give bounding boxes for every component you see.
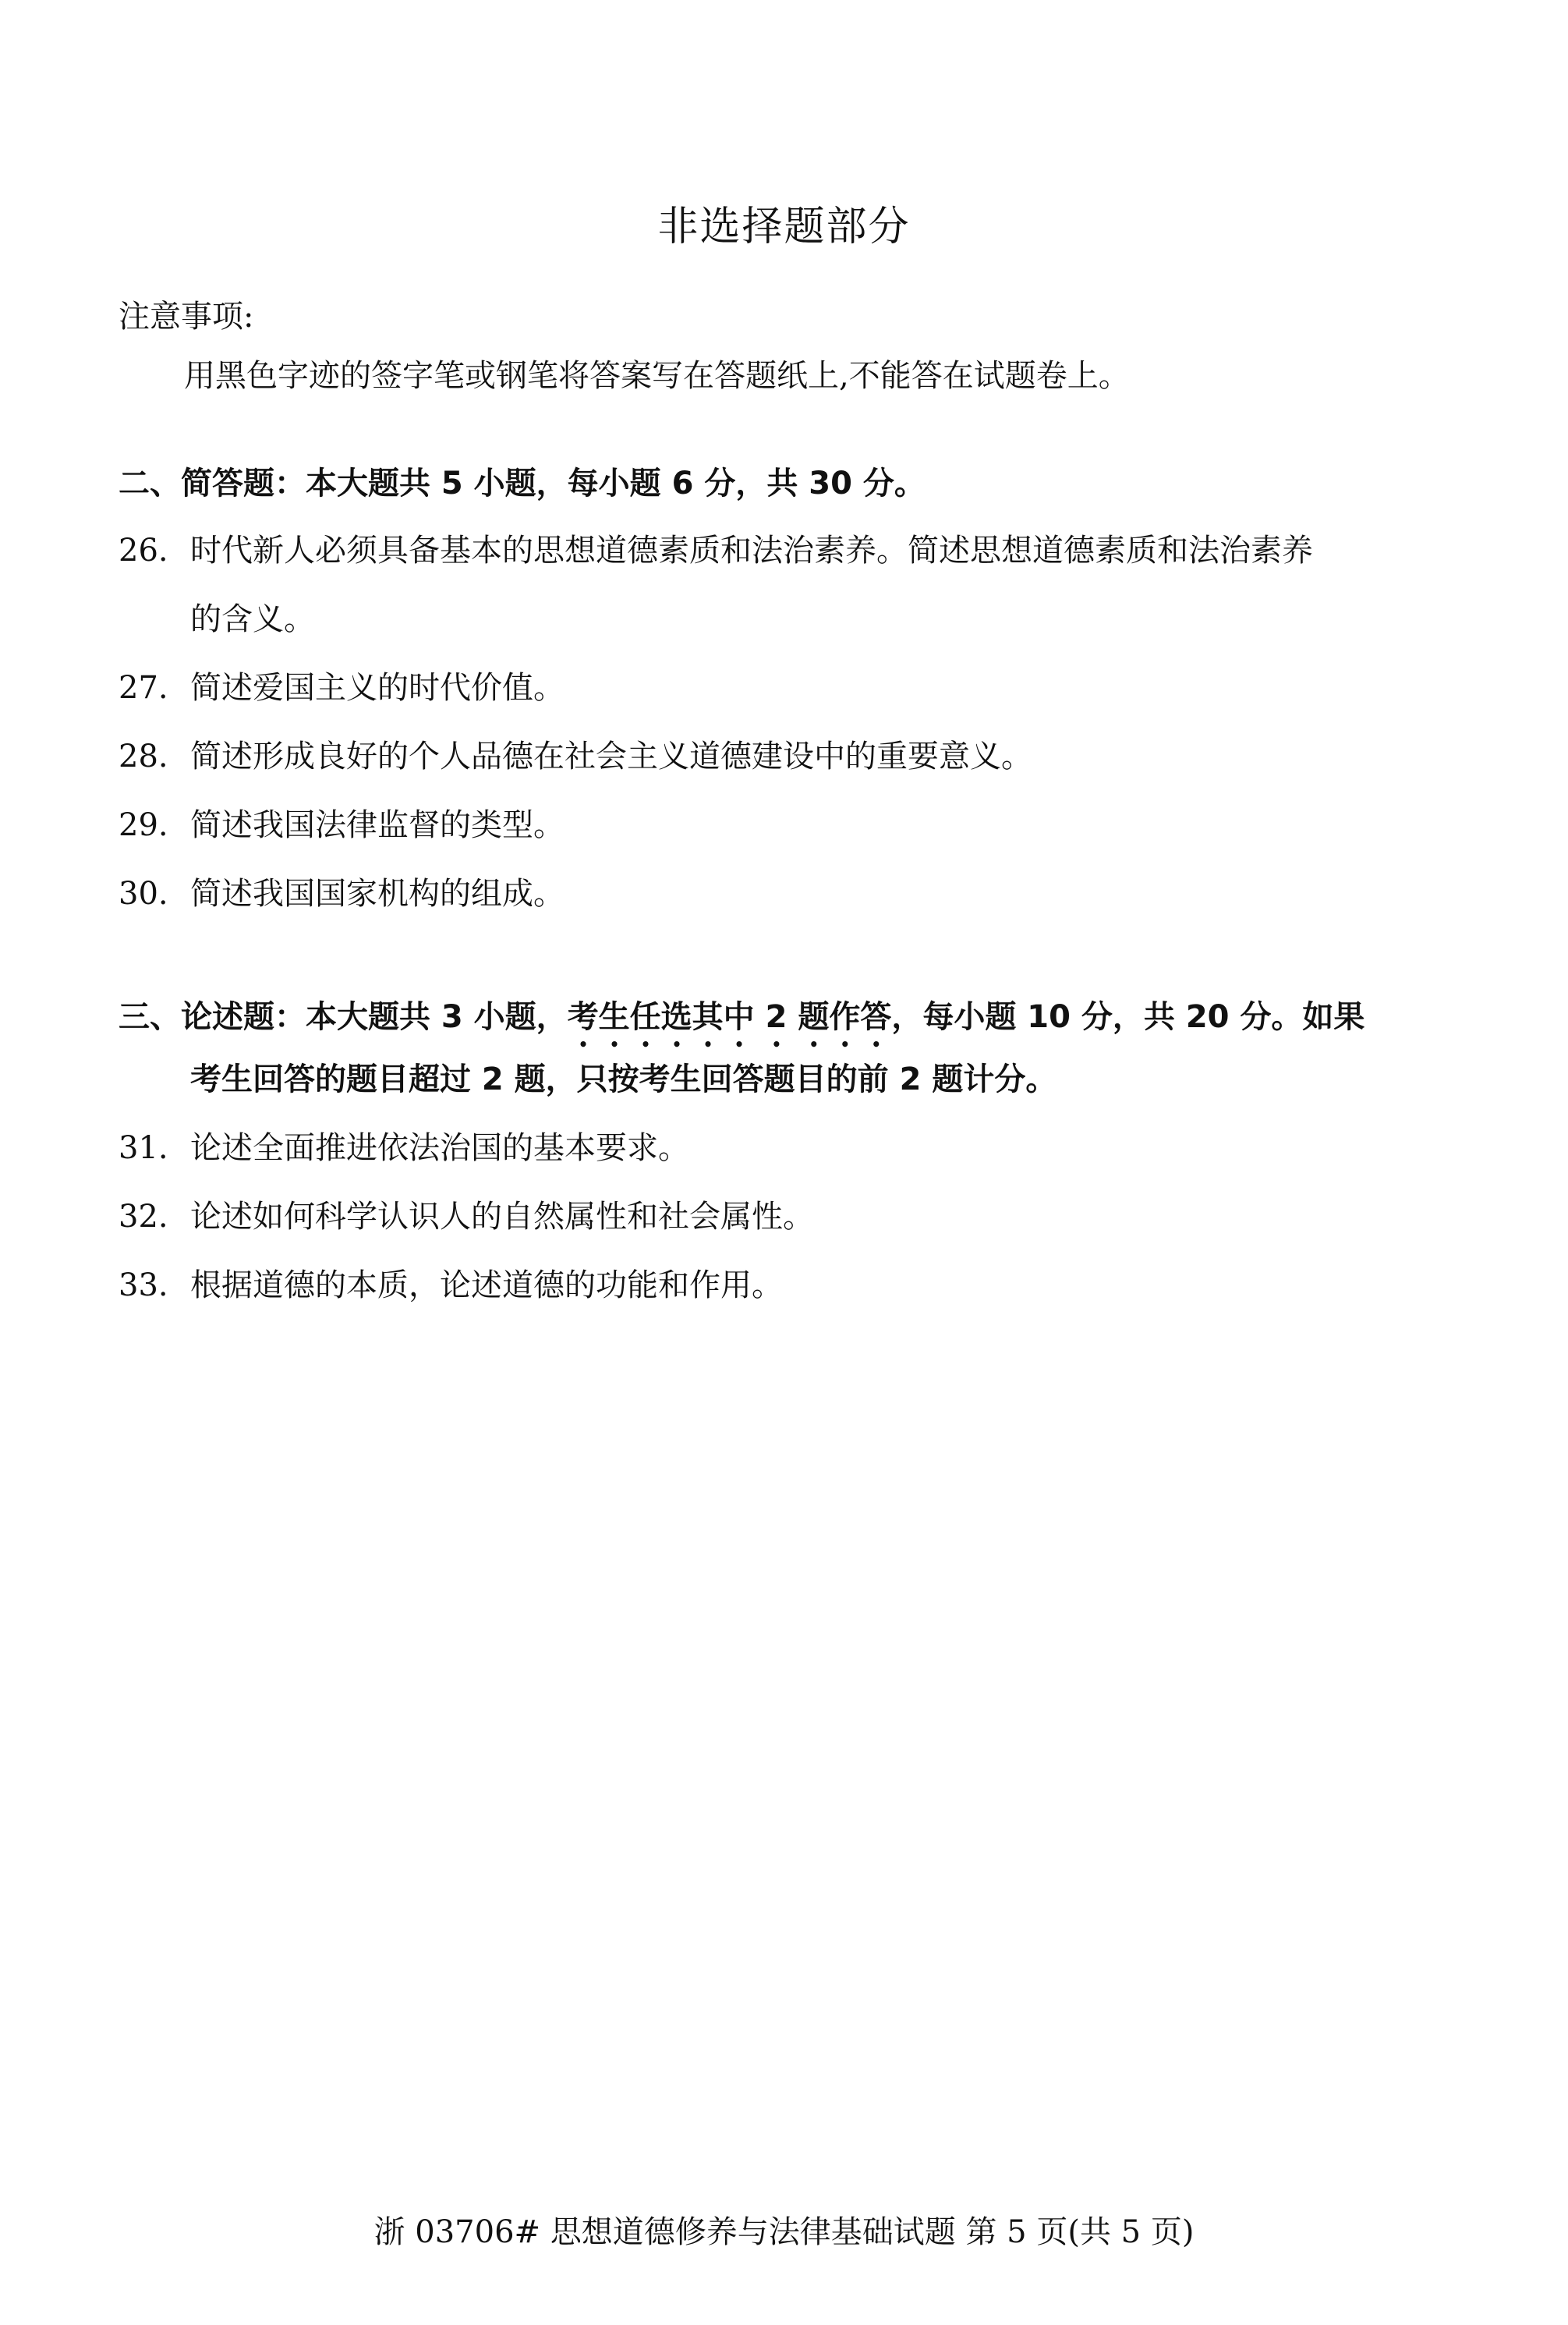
page-footer: 浙 03706# 思想道德修养与法律基础试题 第 5 页(共 5 页) xyxy=(373,2214,1195,2250)
question-26 xyxy=(119,530,1313,571)
question-text: 简述我国国家机构的组成。 xyxy=(190,876,565,912)
notice-heading: 注意事项: xyxy=(119,299,254,335)
question-27 xyxy=(119,668,565,708)
question-number: 30. xyxy=(119,876,168,912)
question-text: 简述形成良好的个人品德在社会主义道德建设中的重要意义。 xyxy=(190,739,1032,774)
question-33 xyxy=(119,1265,783,1306)
part3-heading-emphasis: 考生任选其中 2 题作答 xyxy=(567,999,892,1035)
question-number: 28. xyxy=(119,739,168,774)
question-29 xyxy=(119,805,565,845)
question-number: 32. xyxy=(119,1199,168,1235)
question-number: 26. xyxy=(119,533,168,569)
part3-heading-start: 三、论述题：本大题共 3 小题， xyxy=(119,999,568,1035)
part2-heading: 二、简答题：本大题共 5 小题，每小题 6 分，共 30 分。 xyxy=(119,466,926,502)
question-text: 简述我国法律监督的类型。 xyxy=(190,807,565,843)
part3-heading xyxy=(119,997,1364,1054)
notice-text: 用黑色字迹的签字笔或钢笔将答案写在答题纸上,不能答在试题卷上。 xyxy=(184,358,1130,394)
question-31 xyxy=(119,1128,689,1168)
question-28 xyxy=(119,736,1032,777)
question-number: 31. xyxy=(119,1130,168,1166)
question-text: 简述爱国主义的时代价值。 xyxy=(190,670,565,706)
question-number: 29. xyxy=(119,807,168,843)
question-26-continuation: 的含义。 xyxy=(190,601,315,637)
section-title: 非选择题部分 xyxy=(657,204,911,250)
question-number: 33. xyxy=(119,1267,168,1303)
question-text: 论述如何科学认识人的自然属性和社会属性。 xyxy=(190,1199,814,1235)
question-32 xyxy=(119,1196,814,1237)
question-30 xyxy=(119,874,565,914)
question-text: 时代新人必须具备基本的思想道德素质和法治素养。简述思想道德素质和法治素养 xyxy=(190,533,1313,569)
part3-heading-line2: 考生回答的题目超过 2 题，只按考生回答题目的前 2 题计分。 xyxy=(190,1061,1057,1097)
question-number: 27. xyxy=(119,670,168,706)
part3-heading-end: ，每小题 10 分，共 20 分。如果 xyxy=(891,999,1365,1035)
question-text: 根据道德的本质，论述道德的功能和作用。 xyxy=(190,1267,783,1303)
question-text: 论述全面推进依法治国的基本要求。 xyxy=(190,1130,689,1166)
